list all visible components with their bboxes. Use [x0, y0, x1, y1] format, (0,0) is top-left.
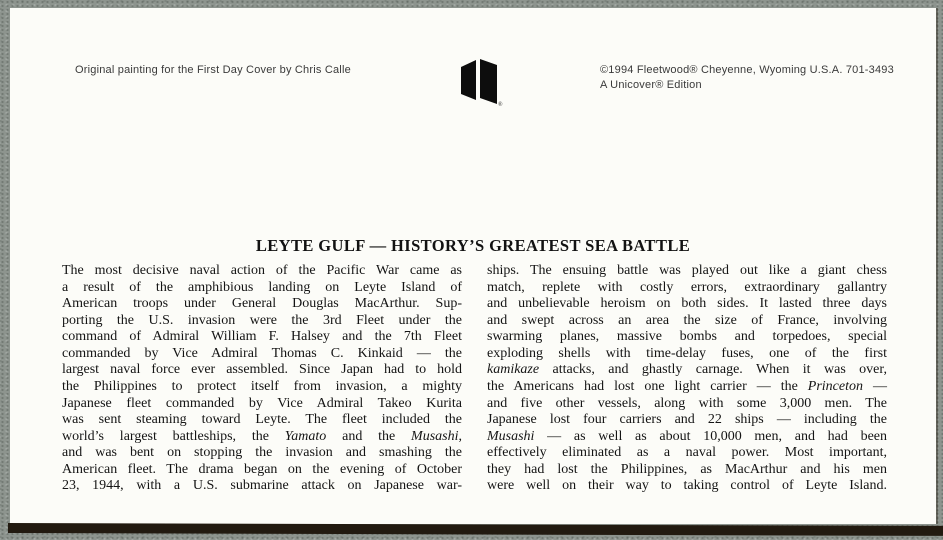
logo-registered-mark: ®: [498, 102, 503, 108]
body-text-line: The most decisive naval action of the Pacific War came as: [62, 263, 462, 278]
body-text-line: and unbelievable heroism on both sides. It lasted three days: [487, 296, 887, 312]
publisher-info: [600, 63, 894, 92]
body-text-line: command of Admiral William F. Halsey and the 7th Fleet: [62, 329, 462, 345]
body-text-line: and five other vessels, along with some 3,000 men. The: [487, 395, 887, 411]
body-text-line: they had lost the Philippines, as MacArthur and his men: [487, 461, 887, 477]
body-text-line: effectively eliminated as a naval power. Most important,: [487, 445, 887, 461]
body-text-line: Japanese lost four carriers and 22 ships — including the: [487, 412, 887, 428]
body-text-line: swarming planes, massive bombs and torpedoes, special: [487, 329, 887, 345]
body-text-line: the Philippines to protect itself from invasion, a mighty: [62, 378, 462, 394]
body-text-line: American troops under General Douglas MacArthur. Sup-: [62, 296, 462, 312]
left-column: [62, 263, 462, 495]
body-text-line: match, replete with costly errors, extraordinary gallantry: [487, 279, 887, 295]
edition-line: A Unicover® Edition: [600, 78, 702, 91]
article-body: [62, 263, 887, 495]
body-text-line: Japanese fleet commanded by Vice Admiral Takeo Kurita: [62, 395, 462, 411]
body-text-line: largest naval force ever assembled. Since Japan had to hold: [62, 362, 462, 378]
body-text-line: commanded by Vice Admiral Thomas C. Kinkaid — the: [62, 345, 462, 361]
logo-left-panel: [461, 60, 476, 100]
body-text-line: American fleet. The drama began on the evening of October: [62, 461, 462, 477]
body-text-line: exploding shells with time-delay fuses, one of the first: [487, 345, 887, 361]
artist-credit-text: Original painting for the First Day Cover by Chris Calle: [75, 64, 351, 76]
body-text-line: world’s largest battleships, the Yamato and the Musashi,: [62, 428, 462, 444]
article-title: LEYTE GULF — HISTORY’S GREATEST SEA BATTLE: [255, 236, 691, 255]
first-day-cover-card: [10, 8, 936, 524]
unicover-open-book-logo: [457, 56, 503, 108]
body-text-line: were well on their way to taking control of Leyte Island.: [487, 478, 887, 494]
body-text-line: kamikaze attacks, and ghastly carnage. When it was over,: [487, 362, 887, 378]
body-text-line: a result of the amphibious landing on Leyte Island of: [62, 279, 462, 295]
body-text-line: was sent steaming toward Leyte. The fleet included the: [62, 412, 462, 428]
body-text-line: porting the U.S. invasion were the 3rd Fleet under the: [62, 312, 462, 328]
right-column: [487, 263, 887, 495]
body-text-line: Musashi — as well as about 10,000 men, and had been: [487, 428, 887, 444]
body-text-line: and was bent on stopping the invasion and smashing the: [62, 445, 462, 461]
body-text-line: ships. The ensuing battle was played out like a giant chess: [487, 263, 887, 278]
card-bottom-shadow: [8, 523, 943, 536]
body-text-line: 23, 1944, with a U.S. submarine attack on Japanese war-: [62, 478, 462, 494]
copyright-line: ©1994 Fleetwood® Cheyenne, Wyoming U.S.A. 701-3493: [600, 64, 894, 76]
body-text-line: the Americans had lost one light carrier — the Princeton —: [487, 378, 888, 394]
logo-right-panel: [480, 59, 497, 104]
body-text-line: and swept across an area the size of France, involving: [487, 312, 887, 328]
